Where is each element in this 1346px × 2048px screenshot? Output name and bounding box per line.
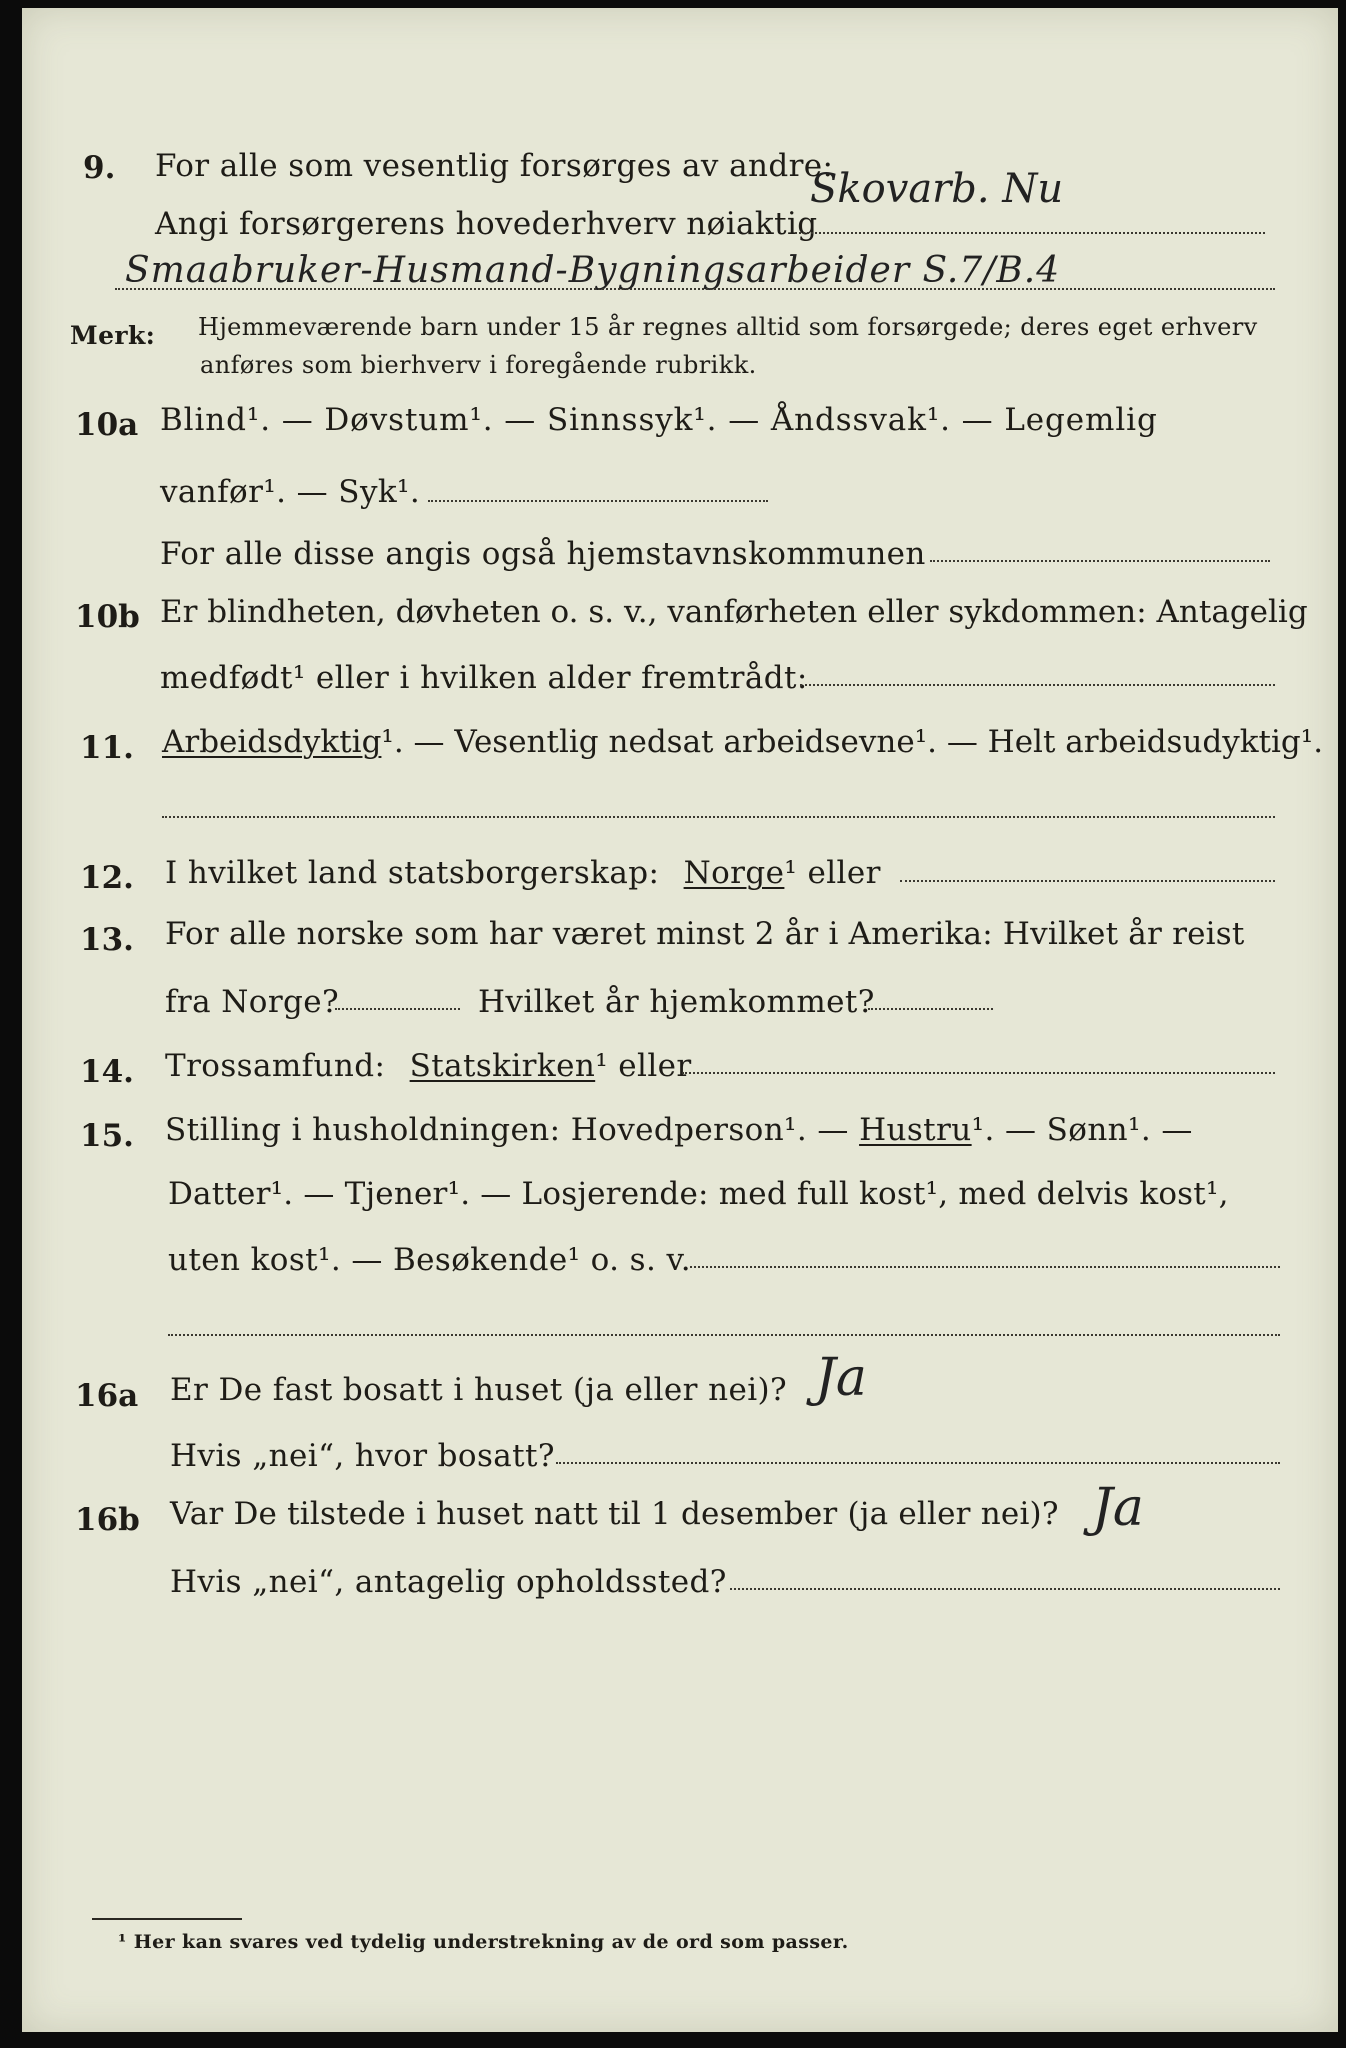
q15-answer-line [690,1266,1280,1268]
q10a-line1: Blind¹. — Døvstum¹. — Sinnssyk¹. — Åndssvak¹. — Legemlig [160,402,1158,438]
q15-underlined-option: Hustru [859,1112,972,1148]
merk-line2: anføres som bierhverv i foregående rubrikk. [200,351,757,379]
q11-rest: ¹. — Vesentlig nedsat arbeidsevne¹. — Helt arbeidsudyktig¹. [381,724,1324,760]
q12-answer-line [900,880,1275,882]
q14-text [165,1048,692,1084]
merk-line1: Hjemmeværende barn under 15 år regnes alltid som forsørgede; deres eget erhverv [198,313,1258,341]
q16b-line1: Var De tilstede i huset natt til 1 desember (ja eller nei)? [170,1496,1059,1532]
q16a-handwritten-answer: Ja [815,1348,867,1408]
q11-number: 11. [80,730,134,766]
q13-line1: For alle norske som har været minst 2 år i Amerika: Hvilket år reist [165,916,1245,952]
q12-post: ¹ eller [784,855,881,891]
q9-answer-line-2 [115,288,1275,290]
q15-line2: Datter¹. — Tjener¹. — Losjerende: med full kost¹, med delvis kost¹, [168,1176,1229,1212]
q16a-line1: Er De fast bosatt i huset (ja eller nei)? [170,1372,788,1408]
q15-line1 [165,1112,1193,1148]
q10a-kommune-line [930,560,1270,562]
q14-underlined-option: Statskirken [409,1048,596,1084]
q9-answer-line [795,232,1265,234]
q15-blank-line [168,1334,1280,1336]
q10b-line2: medfødt¹ eller i hvilken alder fremtrådt: [160,660,808,696]
q15-number: 15. [80,1118,134,1154]
q10a-line3: For alle disse angis også hjemstavnskommunen [160,536,926,572]
q14-post: ¹ eller [595,1048,692,1084]
q16b-line2: Hvis „nei“, antagelig opholdssted? [170,1564,727,1600]
q15-line3: uten kost¹. — Besøkende¹ o. s. v. [168,1242,691,1278]
q12-number: 12. [80,860,134,896]
q11-underlined-option: Arbeidsdyktig [162,724,382,760]
q9-line1: For alle som vesentlig forsørges av andre: [155,148,834,184]
footnote: ¹ Her kan svares ved tydelig understrekning av de ord som passer. [118,1931,849,1953]
q15-line1b: ¹. — Sønn¹. — [971,1112,1193,1148]
q10a-line2: vanfør¹. — Syk¹. [160,474,421,510]
q10b-number: 10b [75,599,140,635]
q16a-answer-line [556,1462,1280,1464]
q15-line1a: Stilling i husholdningen: Hovedperson¹. — [165,1112,849,1148]
footnote-rule [92,1918,242,1920]
q10b-answer-line [800,684,1275,686]
q13-number: 13. [80,922,134,958]
q10a-number: 10a [75,407,139,443]
q9-handwritten-answer-2: Smaabruker-Husmand-Bygningsarbeider S.7/B.4 [125,250,1061,291]
q13-line2b: Hvilket år hjemkommet? [478,984,875,1020]
q16b-answer-line [730,1588,1280,1590]
q9-handwritten-answer-1: Skovarb. Nu [810,166,1064,212]
q10a-answer-line [428,500,768,502]
q13-reist-line [335,1008,460,1010]
q13-line2a: fra Norge? [165,984,340,1020]
q10b-line1: Er blindheten, døvheten o. s. v., vanførheten eller sykdommen: Antagelig [160,594,1308,630]
q12-text [165,855,881,891]
q16b-handwritten-answer: Ja [1092,1478,1144,1538]
q14-answer-line [682,1072,1275,1074]
q12-pre: I hvilket land statsborgerskap: [165,855,660,891]
q11-blank-line [162,816,1275,818]
merk-label: Merk: [70,321,156,350]
q11-text [162,724,1323,760]
q9-line2: Angi forsørgerens hovederhverv nøiaktig [155,206,818,242]
q12-underlined-option: Norge [683,855,785,891]
q16b-number: 16b [75,1502,140,1538]
q13-hjemkommet-line [868,1008,993,1010]
q16a-number: 16a [75,1378,139,1414]
q9-number: 9. [83,150,116,186]
q16a-line2: Hvis „nei“, hvor bosatt? [170,1438,555,1474]
q14-number: 14. [80,1054,134,1090]
q14-pre: Trossamfund: [165,1048,386,1084]
